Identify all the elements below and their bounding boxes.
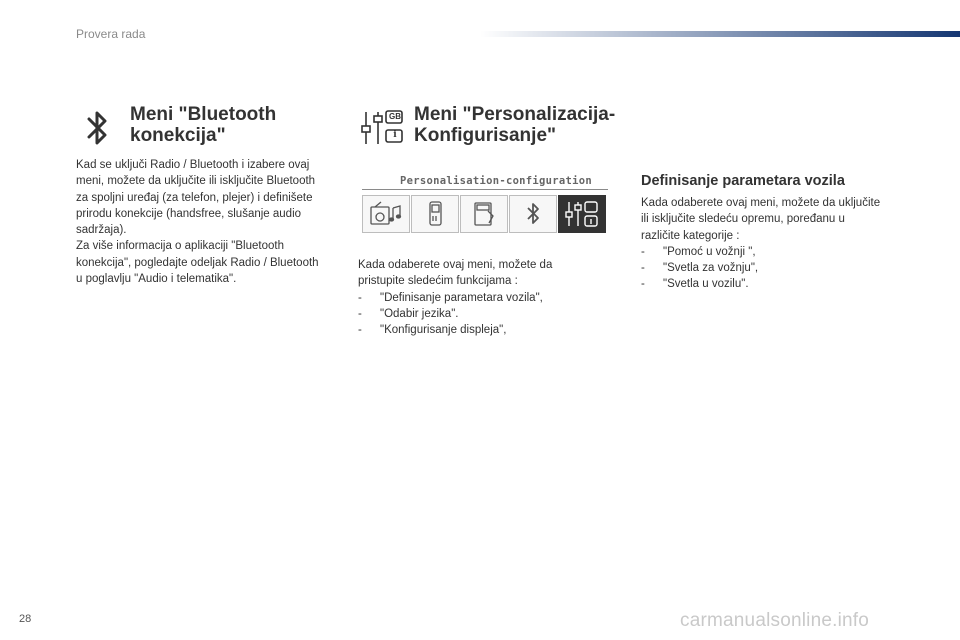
bluetooth-icon: [80, 108, 114, 153]
list-dash: -: [358, 291, 362, 304]
list-item-text: "Definisanje parametara vozila",: [380, 291, 543, 304]
bluetooth-menu-title: [130, 104, 276, 146]
list-item-text: "Svetla za vožnju",: [663, 262, 759, 275]
list-item-text: "Svetla u vozilu".: [663, 278, 749, 291]
text-line: Kad se uključi Radio / Bluetooth i izabere ovaj: [76, 159, 310, 171]
list-item: [641, 244, 880, 260]
text-line: Kada odaberete ovaj meni, možete da uključite: [641, 197, 881, 209]
list-dash: -: [358, 307, 362, 320]
screen-divider: [362, 189, 608, 190]
text-line: prirodu konekcije (handsfree, slušanje audio: [76, 207, 302, 220]
list-item: [358, 322, 552, 338]
navigation-icon: [469, 199, 499, 229]
title-line: Meni "Personalizacija-: [414, 104, 616, 125]
screen-title: Personalisation-configuration: [400, 175, 593, 187]
language-badge-label: GB: [389, 112, 401, 121]
telephone-icon: [420, 199, 450, 229]
header-accent-bar: [480, 31, 960, 37]
list-dash: -: [641, 245, 645, 258]
settings-sliders-icon: [360, 108, 408, 153]
title-line: Konfigurisanje": [414, 125, 557, 146]
text-line: različite kategorije :: [641, 229, 740, 242]
watermark: carmanualsonline.info: [680, 610, 870, 631]
text-line: sadržaja).: [76, 224, 127, 237]
radio-media-tile: [362, 195, 410, 233]
bluetooth-menu-body: [76, 157, 319, 287]
list-item: [358, 290, 552, 306]
list-item-text: "Konfigurisanje displeja",: [380, 324, 507, 337]
list-item-text: "Pomoć u vožnji ",: [663, 245, 756, 258]
text-line: ili isključite sledeću opremu, poređanu u: [641, 213, 845, 226]
bluetooth-tile: [509, 195, 557, 233]
vehicle-params-title: Definisanje parametara vozila: [641, 173, 845, 189]
text-line: u poglavlju "Audio i telematika".: [76, 273, 237, 286]
personalisation-menu-title: [414, 104, 615, 146]
radio-media-icon: [367, 200, 405, 228]
page-number: 28: [19, 613, 32, 625]
text-line: pristupite sledećim funkcijama :: [358, 275, 518, 288]
navigation-tile: [460, 195, 508, 233]
personalisation-menu-body: [358, 257, 552, 338]
text-line: meni, možete da uključite ili isključite Bluetooth: [76, 175, 316, 188]
text-line: Kada odaberete ovaj meni, možete da: [358, 259, 553, 271]
list-item: [358, 306, 552, 322]
info-badge-label: i: [393, 130, 397, 140]
list-item: [641, 260, 880, 276]
list-item: [641, 276, 880, 292]
list-item-text: "Odabir jezika".: [380, 307, 459, 320]
vehicle-params-body: [641, 195, 880, 293]
title-line: Meni "Bluetooth: [130, 104, 277, 125]
section-label: Provera rada: [76, 27, 146, 41]
text-line: za spoljni uređaj (za telefon, plejer) i definišete: [76, 191, 313, 204]
settings-sliders-icon: [562, 198, 602, 230]
title-line: konekcija": [130, 125, 226, 146]
bluetooth-icon: [521, 200, 545, 228]
settings-tile-active: [558, 195, 606, 233]
list-dash: -: [641, 278, 645, 291]
list-dash: -: [358, 324, 362, 337]
list-dash: -: [641, 262, 645, 275]
text-line: konekcija", pogledajte odeljak Radio / Bluetooth: [76, 256, 319, 269]
telephone-tile: [411, 195, 459, 233]
text-line: Za više informacija o aplikaciji "Bluetooth: [76, 240, 284, 253]
